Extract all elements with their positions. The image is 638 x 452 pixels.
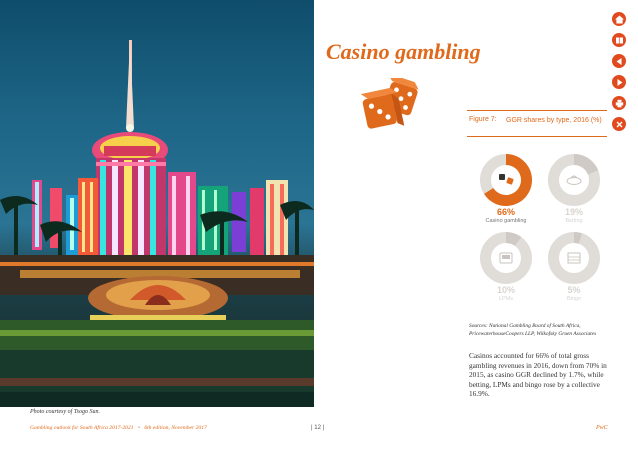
footer-publication [30,425,207,431]
home-icon[interactable] [612,12,626,26]
book-icon[interactable] [612,33,626,47]
page-number: | 12 | [311,425,325,431]
donut-category-label: Bingo [566,296,582,302]
page-title: Casino gambling [326,39,481,64]
donut-value-label: 10% [496,285,515,295]
figure-bottom-rule [467,136,607,137]
donut-value-label: 5% [567,285,581,295]
navigation-bar [612,12,628,138]
figure-label: Figure 7: [469,116,497,123]
donut-category-label: Betting [565,218,583,224]
photo-credit: Photo courtesy of Tsogo Sun. [30,409,100,415]
donut-bingo [548,232,600,284]
body-paragraph: Casinos accounted for 66% of total gross gambling revenues in 2016, down from 70% in 2015, as casino GGR declined by 1.7%, while betting, LPMs and bingo rose by a collective 16.9%. [469,351,607,399]
close-icon[interactable] [612,117,626,131]
donut-center [492,166,520,194]
donut-center [560,244,588,272]
footer-publication-title: Gambling outlook for South Africa 2017-2021 [30,425,134,431]
next-icon[interactable] [612,75,626,89]
donut-value-label: 19% [564,207,583,217]
figure-top-rule [467,110,607,111]
casino-photo [0,0,314,407]
donut-category-label: Casino gambling [485,218,527,224]
donut-center [560,166,588,194]
print-icon[interactable] [612,96,626,110]
donut-casino-gambling [480,154,532,206]
donut-betting [548,154,600,206]
dice-icon [356,78,426,140]
donut-category-label: LPMs [498,296,514,302]
figure-title: GGR shares by type, 2016 (%) [506,117,602,124]
footer-edition: 6th edition, November 2017 [144,425,207,431]
casino-illustration [0,0,314,407]
sources-note: Sources: National Gambling Board of South Africa, PricewaterhouseCoopers LLP, Wilkofsky Gruen Associates [469,323,597,338]
donut-value-label: 66% [496,207,515,217]
previous-icon[interactable] [612,54,626,68]
brand-name: PwC [596,425,608,431]
donut-lpms [480,232,532,284]
footer-separator: • [137,425,140,431]
